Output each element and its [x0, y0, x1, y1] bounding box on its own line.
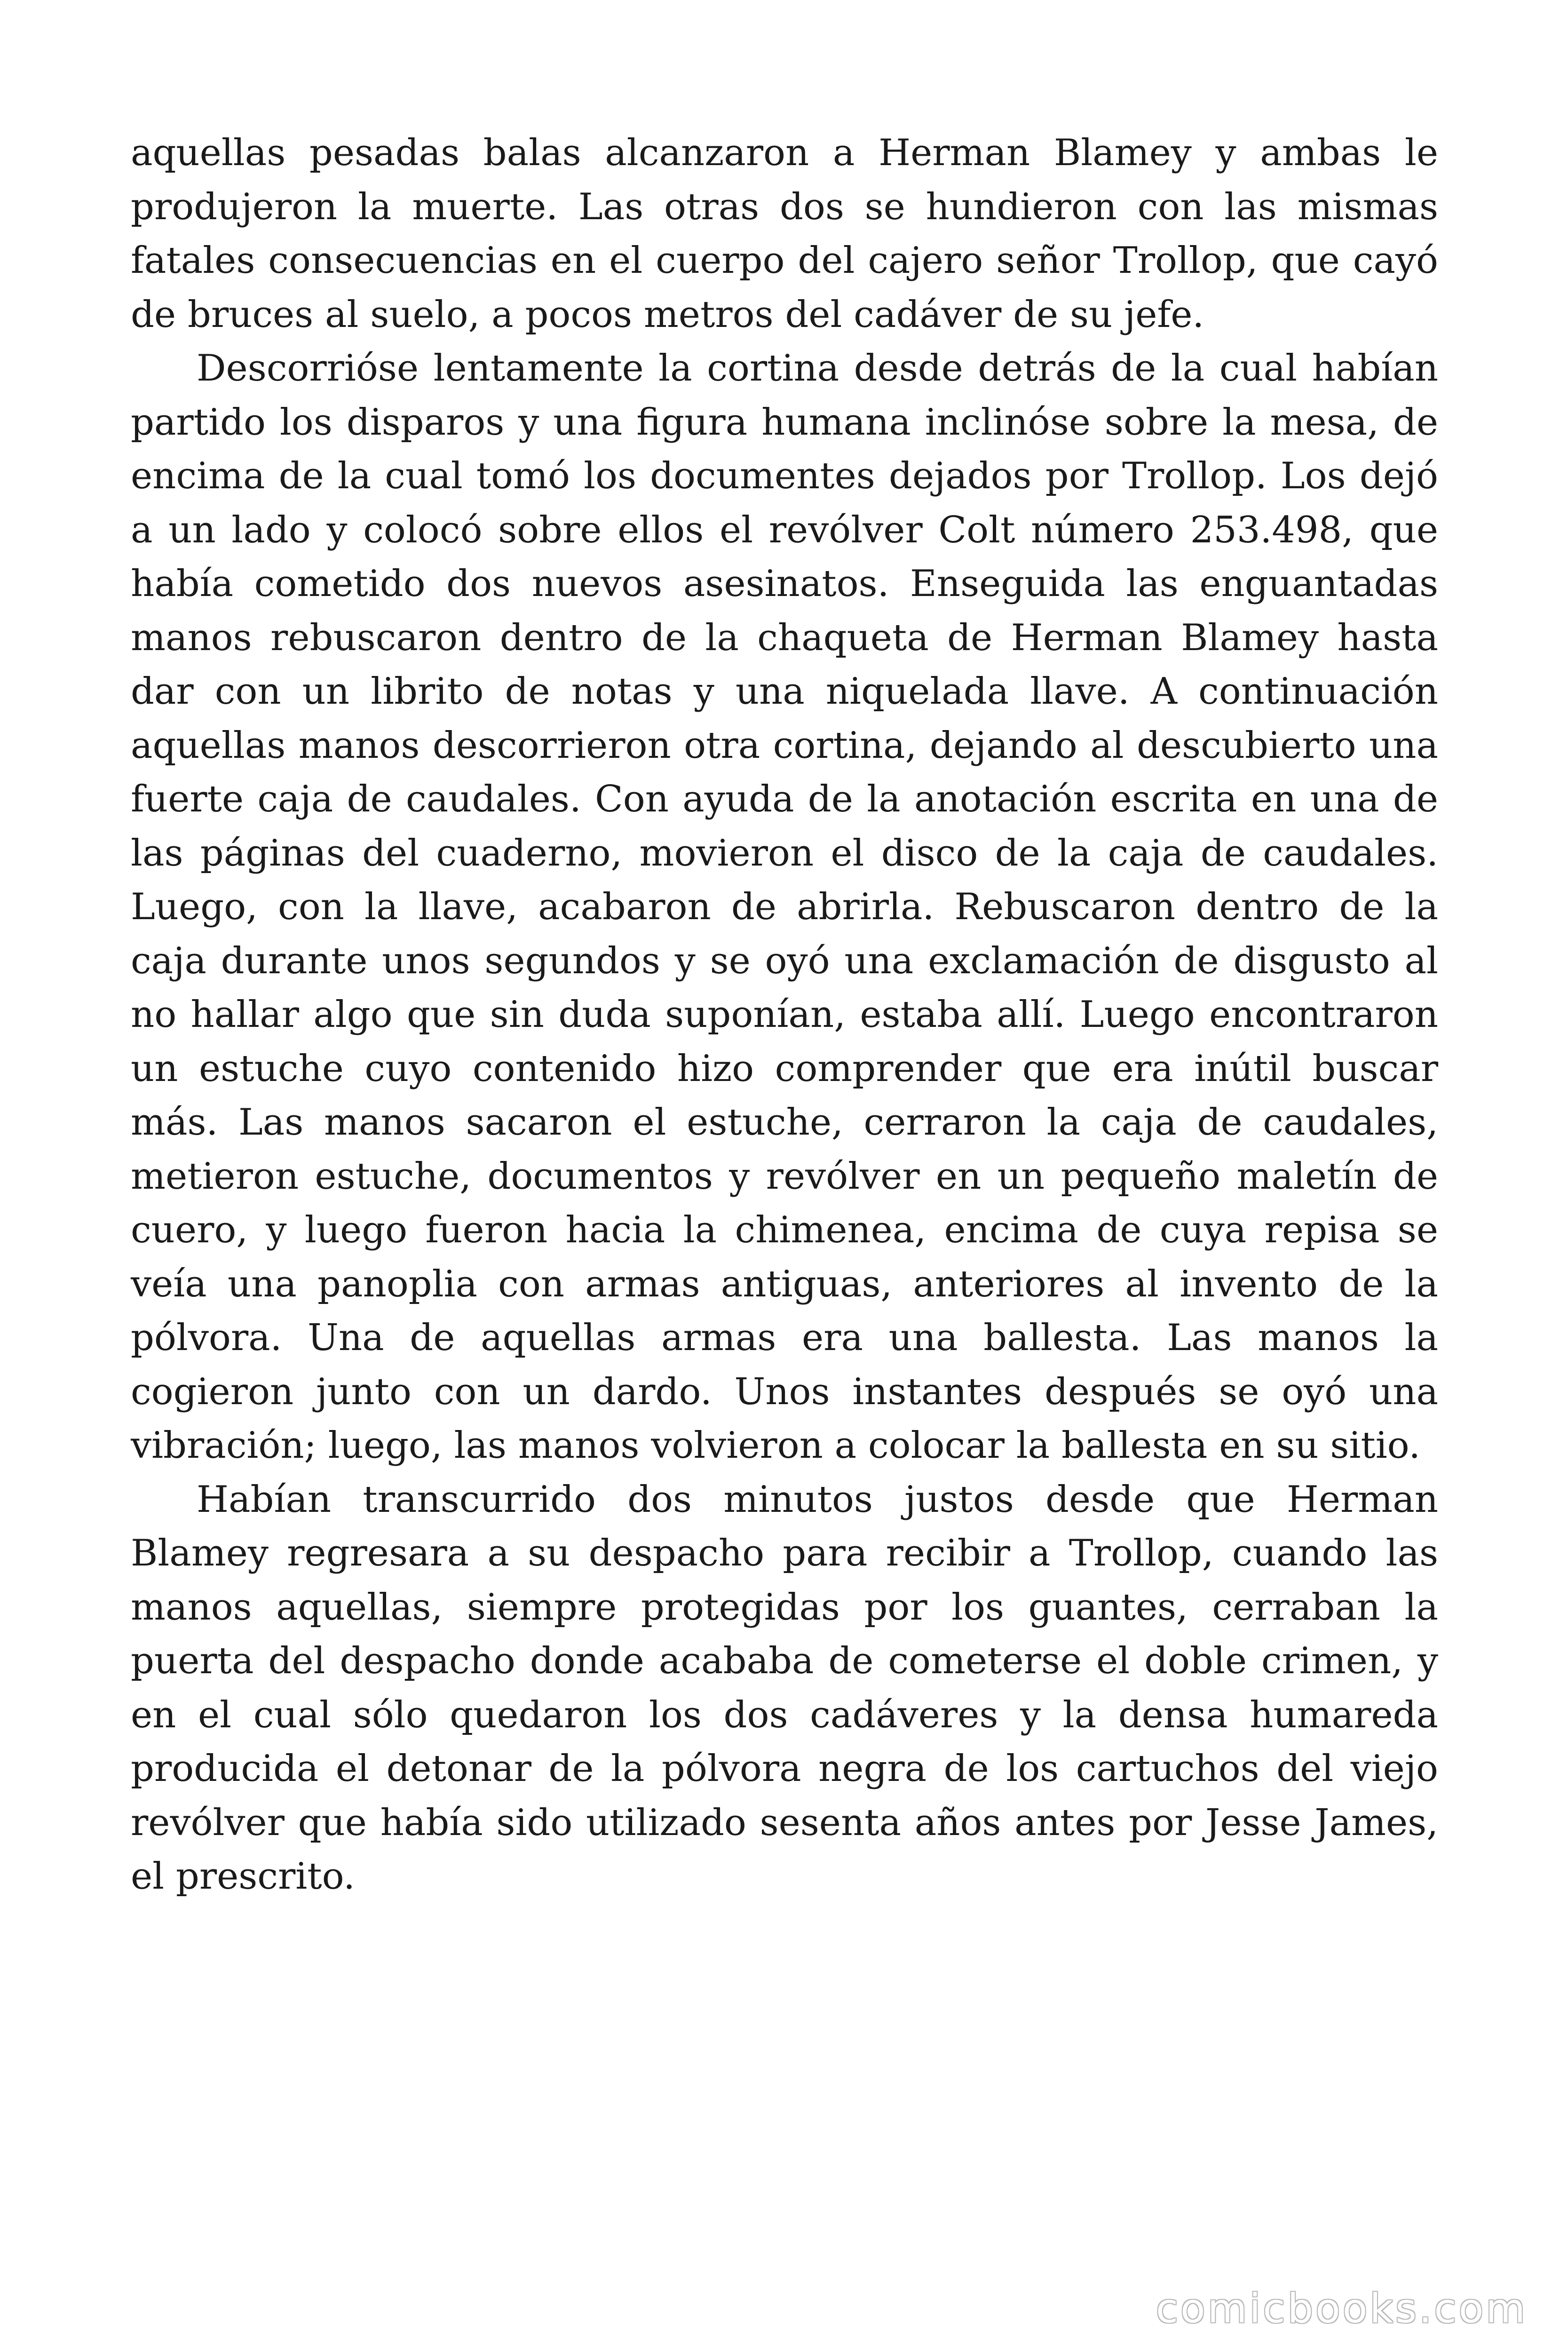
paragraph-3: Habían transcurrido dos minutos justos desde que Herman Blamey regresara a su despacho para recibir a Trollop, cuando las manos aquellas, siempre protegidas por los guantes, cerraban la puerta del despacho donde acababa de cometerse el doble crimen, y en el cual sólo quedaron los dos cadáveres y la densa humareda producida el detonar de la pólvora negra de los cartuchos del viejo revólver que había sido utilizado sesenta años antes por Jesse James, el prescrito. [131, 1478, 1438, 1898]
watermark: comicbooks.com [1156, 2285, 1528, 2332]
body-text [131, 126, 1438, 1904]
paragraph-1: aquellas pesadas balas alcanzaron a Herman Blamey y ambas le produjeron la muerte. Las otras dos se hundieron con las mismas fatales consecuencias en el cuerpo del cajero señor Trollop, que cayó de bruces al suelo, a pocos metros del cadáver de su jefe. [131, 132, 1438, 336]
paragraph-2: Descorrióse lentamente la cortina desde detrás de la cual habían partido los disparos y una figura humana inclinóse sobre la mesa, de encima de la cual tomó los documentes dejados por Trollop. Los dejó a un lado y colocó sobre ellos el revólver Colt número 253.498, que había cometido dos nuevos asesinatos. Enseguida las enguantadas manos rebuscaron dentro de la chaqueta de Herman Blamey hasta dar con un librito de notas y una niquelada llave. A continuación aquellas manos descorrieron otra cortina, dejando al descubierto una fuerte caja de caudales. Con ayuda de la anotación escrita en una de las páginas del cuaderno, movieron el disco de la caja de caudales. Luego, con la llave, acabaron de abrirla. Rebuscaron dentro de la caja durante unos segundos y se oyó una exclamación de disgusto al no hallar algo que sin duda suponían, estaba allí. Luego encontraron un estuche cuyo contenido hizo comprender que era inútil buscar más. Las manos sacaron el estuche, cerraron la caja de caudales, metieron estuche, documentos y revólver en un pequeño maletín de cuero, y luego fueron hacia la chimenea, encima de cuya repisa se veía una panoplia con armas antiguas, anteriores al invento de la pólvora. Una de aquellas armas era una ballesta. Las manos la cogieron junto con un dardo. Unos instantes después se oyó una vibración; luego, las manos volvieron a colocar la ballesta en su sitio. [131, 347, 1438, 1467]
